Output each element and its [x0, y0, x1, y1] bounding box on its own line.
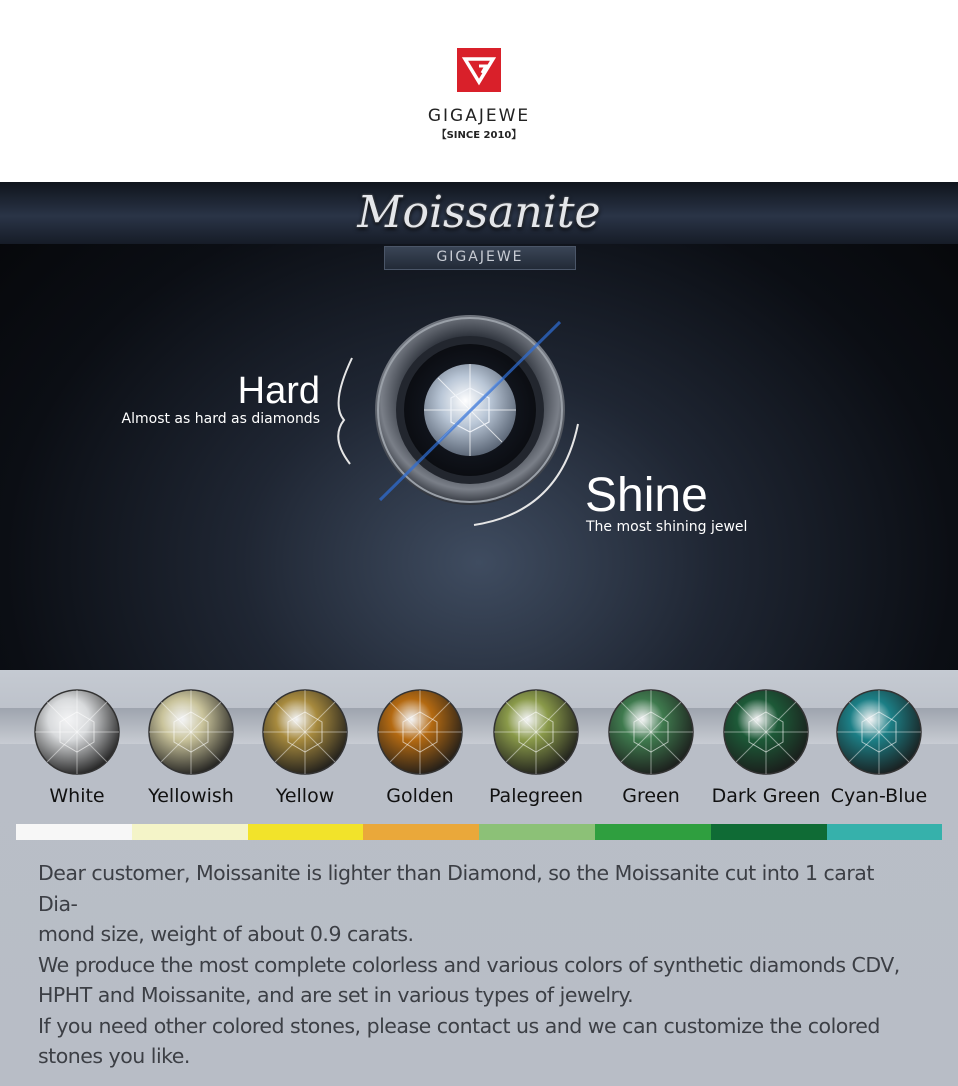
- color-swatch: [132, 824, 248, 840]
- gem-label: White: [49, 785, 105, 807]
- color-swatch: [363, 824, 479, 840]
- hard-title: Hard: [237, 370, 320, 412]
- shine-subtitle: The most shining jewel: [586, 519, 748, 535]
- gem-shelf: [0, 708, 958, 744]
- gem-icon: [33, 688, 121, 776]
- hard-subtitle: Almost as hard as diamonds: [121, 411, 320, 427]
- header: [0, 0, 958, 182]
- description-line: If you need other colored stones, please contact us and we can customize the colored: [38, 1013, 880, 1038]
- hard-bracket-icon: [338, 358, 352, 464]
- hero-subtitle: GIGAJEWE: [436, 249, 524, 265]
- color-swatch: [16, 824, 132, 840]
- gem-label: Palegreen: [488, 785, 584, 807]
- hero-title: Moissanite: [357, 187, 601, 238]
- colors-section: [0, 670, 958, 1086]
- color-swatch: [248, 824, 364, 840]
- gem-icon: [492, 688, 580, 776]
- description-line: HPHT and Moissanite, and are set in various types of jewelry.: [38, 983, 634, 1007]
- description-line: We produce the most complete colorless and various colors of synthetic diamonds CDV,: [38, 952, 900, 977]
- gigajewe-logo-icon: [457, 48, 501, 92]
- brand-since: 【SINCE 2010】: [436, 130, 522, 141]
- gem-label: Yellow: [275, 785, 335, 807]
- description: [38, 858, 918, 1072]
- gem-label: Cyan-Blue: [830, 785, 928, 807]
- color-swatch: [479, 824, 595, 840]
- color-swatch: [595, 824, 711, 840]
- gem-label: Green: [622, 785, 680, 807]
- color-swatch: [827, 824, 943, 840]
- color-swatch: [711, 824, 827, 840]
- gem-icon: [261, 688, 349, 776]
- description-line: mond size, weight of about 0.9 carats.: [38, 922, 414, 946]
- shine-title: Shine: [585, 469, 708, 522]
- gem-label: Yellowish: [148, 785, 234, 807]
- gem-icon: [722, 688, 810, 776]
- gem-icon: [835, 688, 923, 776]
- hero-section: [0, 182, 958, 670]
- gem-label: Golden: [386, 785, 454, 807]
- lens-gem-icon: [375, 315, 565, 505]
- gem-icon: [147, 688, 235, 776]
- brand-name: GIGAJEWE: [427, 106, 531, 126]
- description-line: Dear customer, Moissanite is lighter than Diamond, so the Moissanite cut into 1 carat Dia-: [38, 861, 874, 916]
- gem-label: Dark Green: [711, 785, 821, 807]
- gem-icon: [607, 688, 695, 776]
- description-line: stones you like.: [38, 1044, 190, 1068]
- gem-icon: [376, 688, 464, 776]
